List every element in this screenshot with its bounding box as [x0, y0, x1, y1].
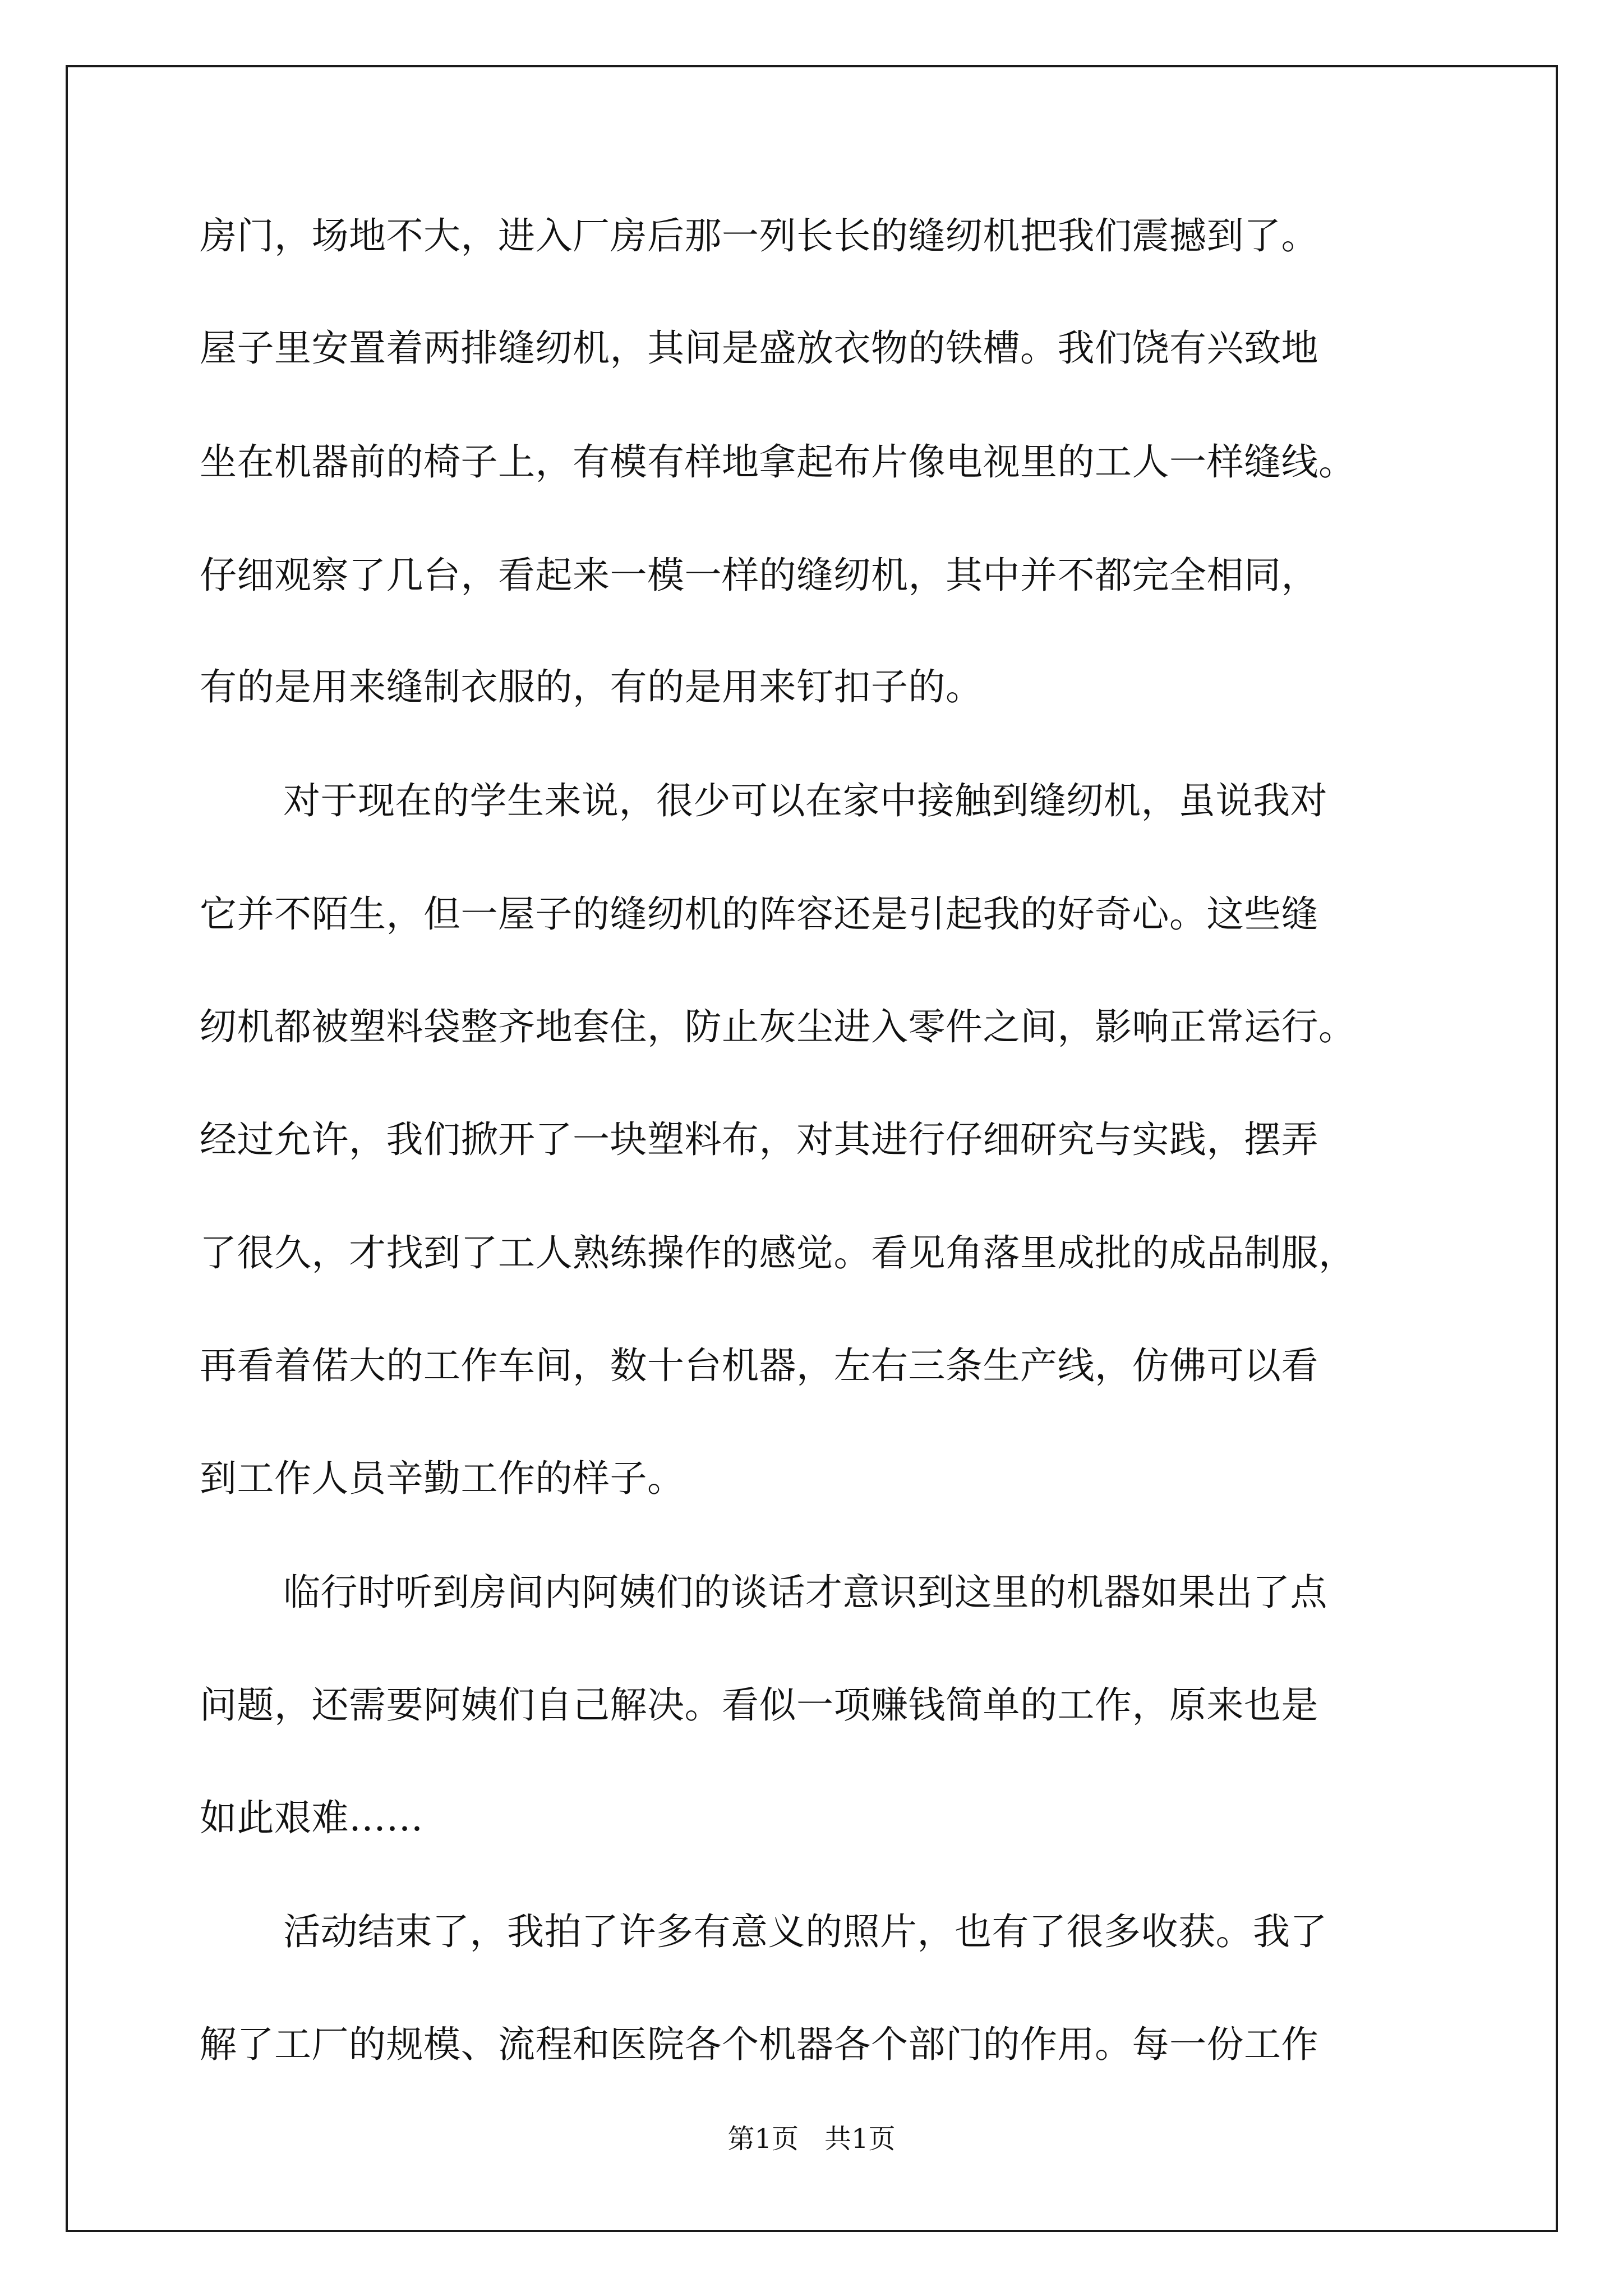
body-line: 问题，还需要阿姨们自己解决。看似一项赚钱简单的工作，原来也是	[200, 1683, 1318, 1727]
page-footer	[0, 2119, 1623, 2159]
page-number: 第1页	[727, 2123, 799, 2155]
body-line: 再看着偌大的工作车间，数十台机器，左右三条生产线，仿佛可以看	[200, 1344, 1318, 1387]
body-line: 解了工厂的规模、流程和医院各个机器各个部门的作用。每一份工作	[200, 2023, 1318, 2066]
body-line: 坐在机器前的椅子上，有模有样地拿起布片像电视里的工人一样缝线。	[200, 440, 1356, 484]
body-line: 房门，场地不大，进入厂房后那一列长长的缝纫机把我们震撼到了。	[200, 214, 1318, 257]
body-line: 屋子里安置着两排缝纫机，其间是盛放衣物的铁槽。我们饶有兴致地	[200, 326, 1318, 370]
body-line: 到工作人员辛勤工作的样子。	[200, 1457, 685, 1500]
paragraph-first-line: 临行时听到房间内阿姨们的谈话才意识到这里的机器如果出了点	[283, 1571, 1327, 1614]
paragraph-first-line: 对于现在的学生来说，很少可以在家中接触到缝纫机，虽说我对	[283, 779, 1327, 822]
body-line: 了很久，才找到了工人熟练操作的感觉。看见角落里成批的成品制服，	[200, 1231, 1356, 1274]
paragraph-first-line: 活动结束了，我拍了许多有意义的照片，也有了很多收获。我了	[283, 1910, 1327, 1953]
body-line: 如此艰难……	[200, 1796, 423, 1839]
body-line: 仔细观察了几台，看起来一模一样的缝纫机，其中并不都完全相同，	[200, 554, 1318, 597]
page-count: 共1页	[824, 2123, 896, 2155]
body-line: 它并不陌生，但一屋子的缝纫机的阵容还是引起我的好奇心。这些缝	[200, 892, 1318, 936]
body-line: 纫机都被塑料袋整齐地套住，防止灰尘进入零件之间，影响正常运行。	[200, 1005, 1356, 1048]
body-line: 经过允许，我们掀开了一块塑料布，对其进行仔细研究与实践，摆弄	[200, 1118, 1318, 1161]
body-line: 有的是用来缝制衣服的，有的是用来钉扣子的。	[200, 665, 983, 708]
